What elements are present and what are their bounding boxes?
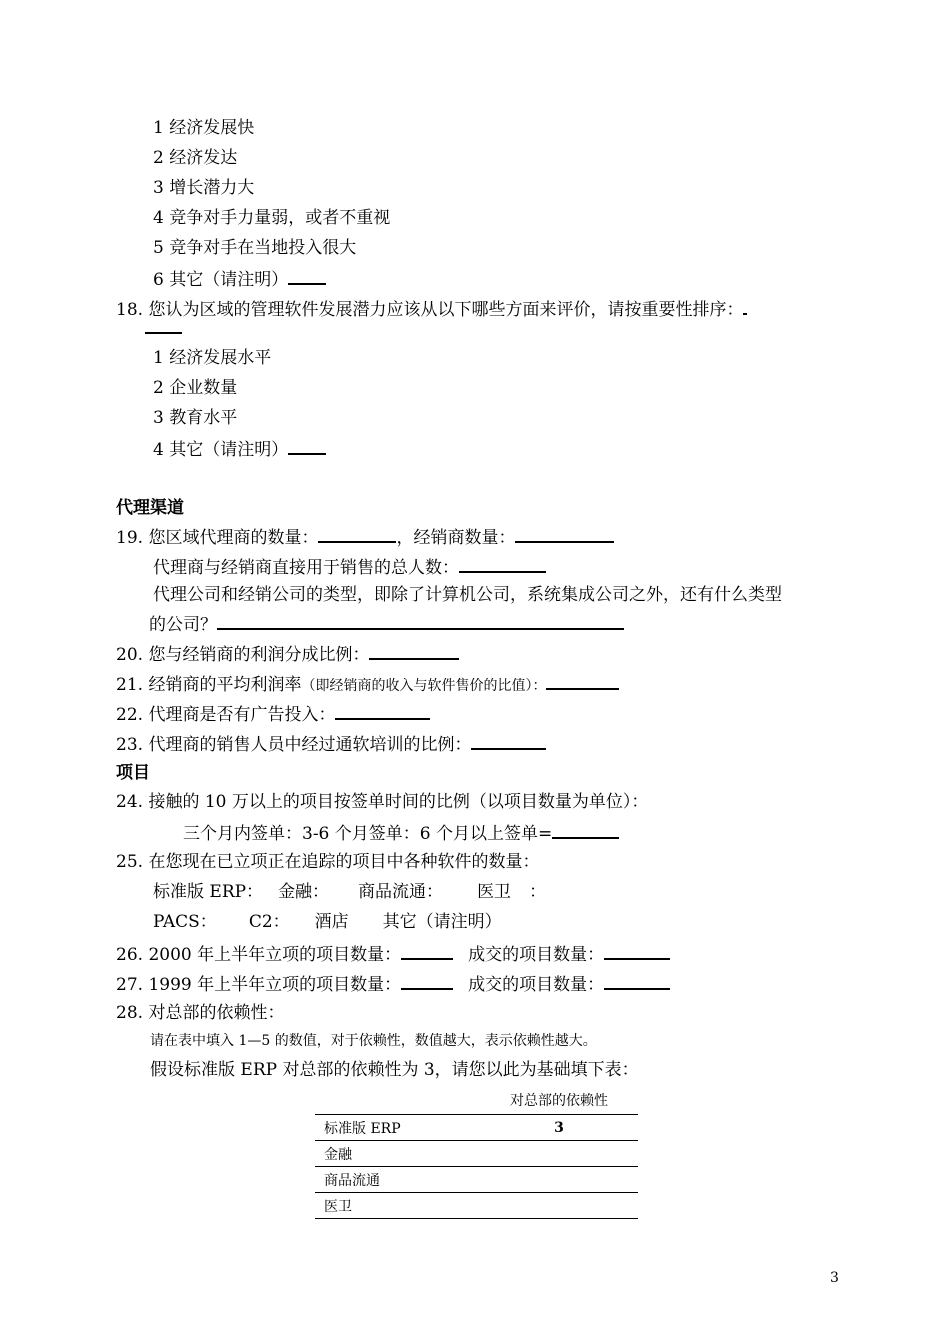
q17-option-6 [153,267,326,291]
q28-instruction: 假设标准版 ERP 对总部的依赖性为 3，请您以此为基础填下表： [150,1060,639,1080]
section-project-heading: 项目 [116,763,150,783]
q18-option-4 [153,437,326,461]
q18-option-1: 1 经济发展水平 [153,348,272,368]
dependency-table-header: 对总部的依赖性 [510,1093,608,1109]
q19-company-type-cont [149,612,624,636]
q27-part1: 27. 1999 年上半年立项的项目数量： [116,975,402,995]
q19-agent-count-blank[interactable] [318,525,396,543]
q26-deal-blank[interactable] [604,942,670,960]
q25-hotel: 酒店 [314,912,349,932]
q19-line4: 的公司？ [149,615,217,635]
q18-answer-line[interactable] [145,316,182,340]
q21-note: （即经销商的收入与软件售价的比值）： [301,678,547,694]
q25-commerce: 商品流通： [358,882,444,902]
q25-pacs: PACS： [153,912,217,932]
dependency-row-value[interactable] [480,1167,638,1193]
dependency-row-label: 金融 [315,1141,480,1167]
page-number: 3 [830,1270,839,1286]
dependency-table-corner [315,1090,480,1115]
dependency-row-value[interactable] [480,1141,638,1167]
table-row [315,1115,638,1141]
q21-text: 21. 经销商的平均利润率 [116,675,302,695]
q19-company-type-blank[interactable] [217,612,624,630]
q18-other-blank[interactable] [288,437,326,455]
q19-company-type: 代理公司和经销公司的类型，即除了计算机公司，系统集成公司之外，还有什么类型 [153,585,782,605]
q25-erp: 标准版 ERP： [153,882,264,902]
q27-part2: 成交的项目数量： [468,975,605,995]
q21-question [116,672,619,697]
q26-part1: 26. 2000 年上半年立项的项目数量： [116,945,402,965]
dependency-row-label: 医卫 [315,1193,480,1219]
table-row [315,1193,638,1219]
q25-question: 25. 在您现在已立项正在追踪的项目中各种软件的数量： [116,852,540,872]
q20-question [116,642,459,666]
q24-question: 24. 接触的 10 万以上的项目按签单时间的比例（以项目数量为单位）： [116,792,649,812]
q24-signing [183,821,619,845]
q20-blank[interactable] [369,642,459,660]
q17-other-blank[interactable] [288,267,326,285]
q26-part2: 成交的项目数量： [468,945,605,965]
q18-option-3: 3 教育水平 [153,408,238,428]
section-agent-heading: 代理渠道 [116,498,184,518]
q22-text: 22. 代理商是否有广告投入： [116,705,336,725]
q19-dealer-count-blank[interactable] [515,525,614,543]
q27-deal-blank[interactable] [604,972,670,990]
q22-question [116,702,430,726]
q18-option-2: 2 企业数量 [153,378,238,398]
q26-project-blank[interactable] [401,942,453,960]
dependency-table-header-row [315,1090,638,1115]
q17-option-1: 1 经济发展快 [153,118,255,138]
table-row [315,1167,638,1193]
q27-project-blank[interactable] [401,972,453,990]
q19-sales-staff [153,555,546,579]
q19-sales-staff-blank[interactable] [459,555,546,573]
q22-blank[interactable] [335,702,430,720]
table-row [315,1141,638,1167]
q26-question [116,942,670,966]
q18-blank-start [743,299,747,315]
dependency-row-value[interactable]: 3 [480,1115,638,1141]
dependency-row-value[interactable] [480,1193,638,1219]
q19-line2: 代理商与经销商直接用于销售的总人数： [153,558,459,578]
q28-note: 请在表中填入 1—5 的数值，对于依赖性，数值越大，表示依赖性越大。 [150,1033,597,1049]
q23-question [116,732,546,756]
q17-option-4: 4 竞争对手力量弱，或者不重视 [153,208,391,228]
q25-other: 其它（请注明） [382,912,502,932]
q23-text: 23. 代理商的销售人员中经过通软培训的比例： [116,735,472,755]
q28-question: 28. 对总部的依赖性： [116,1003,285,1023]
q23-blank[interactable] [471,732,546,750]
q25-medical-colon: ： [529,882,547,902]
q24-blank[interactable] [552,821,619,839]
q18-option-4-label: 4 其它（请注明） [153,440,289,460]
q24-line2: 三个月内签单：3-6 个月签单：6 个月以上签单= [183,824,553,844]
dependency-row-label: 商品流通 [315,1167,480,1193]
q25-row2 [153,911,502,933]
q17-option-5: 5 竞争对手在当地投入很大 [153,238,357,258]
q17-option-6-label: 6 其它（请注明） [153,270,289,290]
q25-row1 [153,881,546,903]
q18-question-text: 18. 您认为区域的管理软件发展潜力应该从以下哪些方面来评价，请按重要性排序： [116,300,744,320]
dependency-table [315,1090,638,1219]
q25-medical: 医卫 [477,882,512,902]
q19-part2: ，经销商数量： [396,528,516,548]
q18-question [116,299,747,321]
q18-answer-blank[interactable] [145,316,182,334]
q25-finance: 金融： [278,882,330,902]
q20-text: 20. 您与经销商的利润分成比例： [116,645,370,665]
q27-question [116,972,670,996]
dependency-row-label: 标准版 ERP [315,1115,480,1141]
q25-c2: C2： [248,912,290,932]
q19-question [116,525,614,549]
q19-part1: 19. 您区域代理商的数量： [116,528,319,548]
q17-option-2: 2 经济发达 [153,148,238,168]
q17-option-3: 3 增长潜力大 [153,178,255,198]
q21-blank[interactable] [546,672,619,690]
